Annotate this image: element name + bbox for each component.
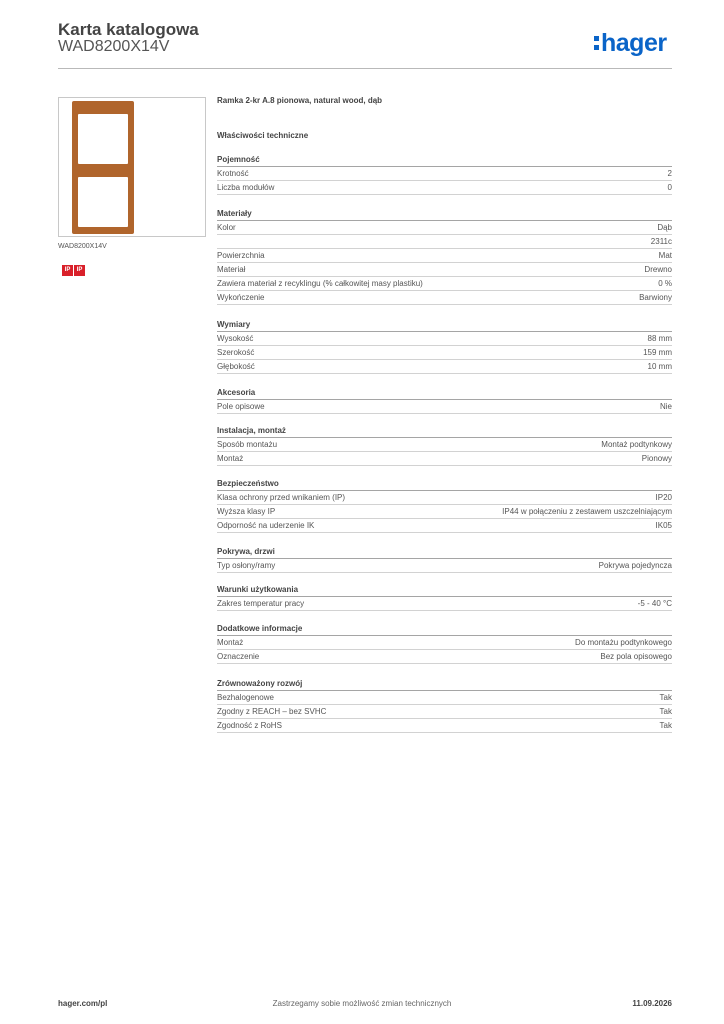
spec-value: 88 mm [647,334,672,343]
spec-section [217,478,672,533]
spec-label: Typ osłony/ramy [217,561,276,570]
spec-label: Klasa ochrony przed wnikaniem (IP) [217,493,346,502]
spec-row [217,519,672,533]
spec-row [217,452,672,466]
section-title: Pokrywa, drzwi [217,546,672,559]
spec-value: Mat [658,251,672,260]
spec-section [217,154,672,195]
spec-row [217,277,672,291]
spec-label: Odporność na uderzenie IK [217,521,315,530]
spec-value: Bez pola opisowego [600,652,672,661]
spec-label: Zgodność z RoHS [217,721,282,730]
spec-row [217,650,672,664]
section-title: Warunki użytkowania [217,584,672,597]
section-title: Bezpieczeństwo [217,478,672,491]
spec-section [217,546,672,573]
spec-row [217,719,672,733]
product-description: Ramka 2-kr A.8 pionowa, natural wood, dąb [217,96,383,105]
spec-row [217,249,672,263]
ip-badge-1: IP [62,265,73,276]
spec-value: 2 [667,169,672,178]
spec-value: Drewno [644,265,672,274]
spec-value: Montaż podtynkowy [601,440,672,449]
frame-opening-top [78,114,128,164]
frame-image-icon [72,101,134,234]
spec-section [217,623,672,664]
spec-row [217,705,672,719]
spec-section [217,319,672,374]
spec-label: Sposób montażu [217,440,278,449]
spec-value: Dąb [657,223,672,232]
section-title: Pojemność [217,154,672,167]
spec-value: Nie [659,402,672,411]
spec-value: Barwiony [639,293,672,302]
spec-label: Zgodny z REACH – bez SVHC [217,707,327,716]
spec-value: IK05 [655,521,672,530]
section-title: Akcesoria [217,387,672,400]
spec-label: Powierzchnia [217,251,265,260]
spec-row [217,332,672,346]
spec-label: Pole opisowe [217,402,265,411]
spec-label: Szerokość [217,348,255,357]
spec-label: Krotność [217,169,249,178]
spec-row [217,597,672,611]
spec-label: Zakres temperatur pracy [217,599,305,608]
section-title: Materiały [217,208,672,221]
spec-row [217,263,672,277]
spec-value: Pokrywa pojedyncza [598,561,672,570]
spec-row [217,235,672,249]
spec-row [217,346,672,360]
spec-value: Tak [659,721,672,730]
spec-section [217,387,672,414]
spec-value: -5 - 40 °C [637,599,672,608]
spec-label: Montaż [217,638,244,647]
spec-label: Montaż [217,454,244,463]
product-image [58,97,206,237]
spec-label: Wykończenie [217,293,265,302]
spec-section [217,208,672,305]
ip-badge-2: IP [74,265,85,276]
spec-label: Kolor [217,223,236,232]
image-caption: WAD8200X14V [58,243,107,250]
section-title: Instalacja, montaż [217,425,672,438]
spec-value: 2311c [650,237,672,246]
section-title: Dodatkowe informacje [217,623,672,636]
spec-value: IP20 [655,493,672,502]
spec-label: Oznaczenie [217,652,260,661]
spec-label: Wysokość [217,334,254,343]
spec-row [217,360,672,374]
frame-opening-bottom [78,177,128,227]
document-title: Karta katalogowa [58,20,199,39]
spec-value: Tak [659,707,672,716]
spec-label: Liczba modułów [217,183,275,192]
spec-label: Materiał [217,265,246,274]
spec-row [217,491,672,505]
section-title: Zrównoważony rozwój [217,678,672,691]
footer-website[interactable]: hager.com/pl [58,999,108,1008]
spec-row [217,636,672,650]
spec-label: Głębokość [217,362,255,371]
spec-row [217,400,672,414]
hager-logo[interactable] [594,28,667,58]
spec-row [217,559,672,573]
header-divider [58,68,672,69]
footer-disclaimer: Zastrzegamy sobie możliwość zmian technicznych [272,999,452,1008]
spec-value: IP44 w połączeniu z zestawem uszczelniającym [502,507,672,516]
footer-date: 11.09.2026 [632,999,672,1008]
properties-title: Właściwości techniczne [217,131,309,140]
product-code: WAD8200X14V [58,38,170,55]
spec-value: Tak [659,693,672,702]
spec-row [217,505,672,519]
spec-row [217,221,672,235]
logo-text: hager [601,28,667,57]
spec-value: 0 [667,183,672,192]
spec-label: Bezhalogenowe [217,693,274,702]
ip-rating-icon [62,265,86,276]
spec-value: 159 mm [643,348,672,357]
spec-row [217,438,672,452]
spec-value: Do montażu podtynkowego [575,638,672,647]
spec-value: 10 mm [647,362,672,371]
spec-section [217,678,672,733]
spec-row [217,691,672,705]
spec-row [217,291,672,305]
spec-section [217,584,672,611]
spec-section [217,425,672,466]
spec-value: 0 % [658,279,672,288]
spec-label: Wyższa klasy IP [217,507,276,516]
spec-label: Zawiera materiał z recyklingu (% całkowitej masy plastiku) [217,279,423,288]
spec-row [217,167,672,181]
section-title: Wymiary [217,319,672,332]
logo-dots-icon [594,36,599,50]
spec-row [217,181,672,195]
spec-value: Pionowy [641,454,672,463]
